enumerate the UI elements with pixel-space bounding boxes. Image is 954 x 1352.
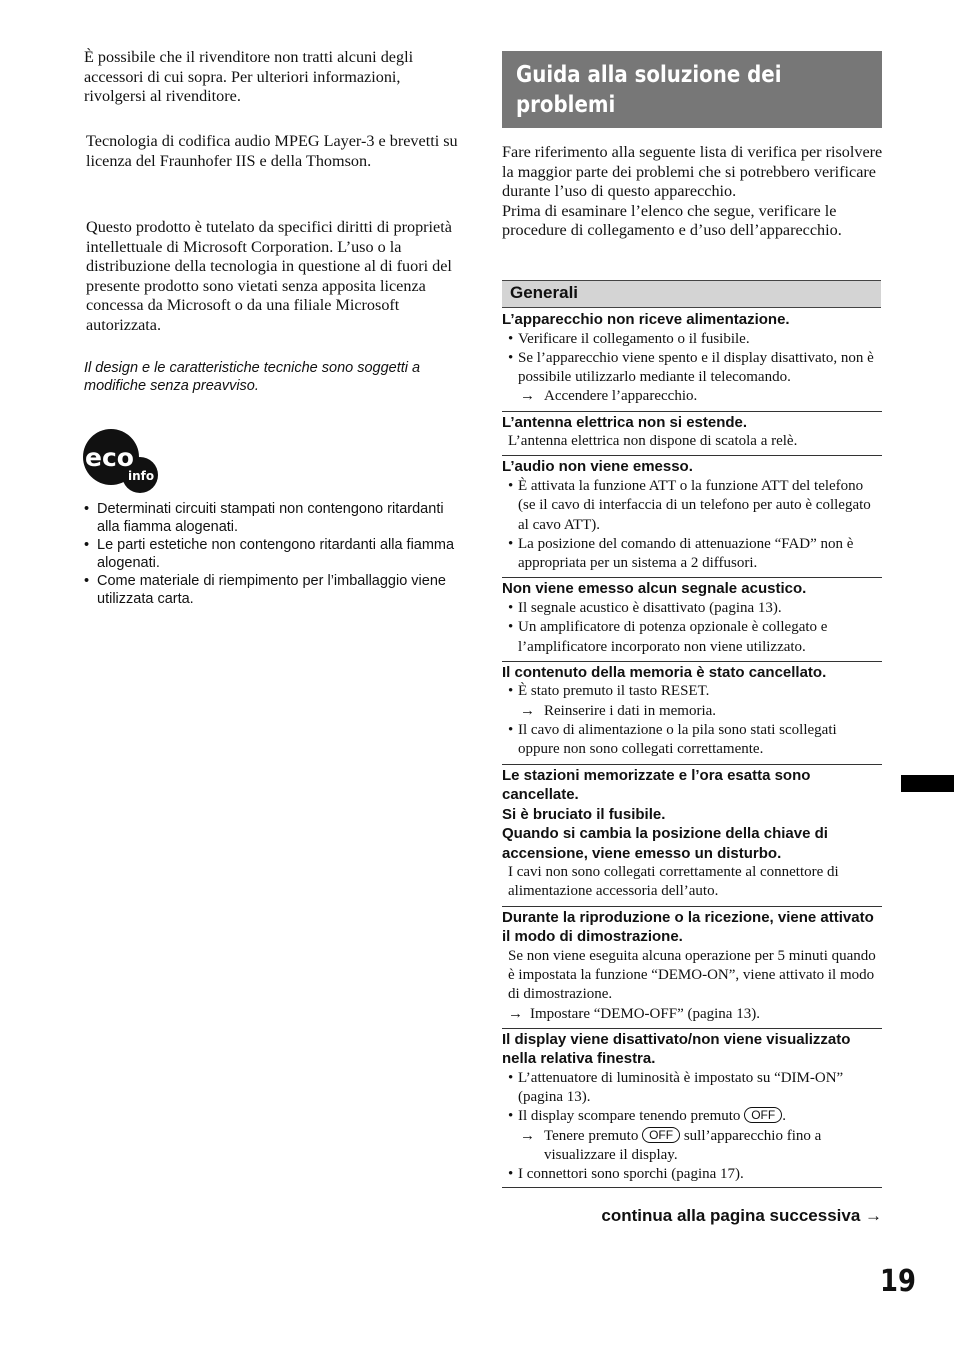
cause-text: Se non viene eseguita alcuna operazione per 5 minuti quando è impostata la funzione “DEMO-ON”, viene attivato il modo di dimostrazione. <box>508 947 876 1003</box>
problem-heading: Non viene emesso alcun segnale acustico. <box>502 580 807 598</box>
section-title: Guida alla soluzione dei problemi <box>516 62 782 118</box>
arrow-icon: → <box>520 388 535 405</box>
cause-bullet: • I connettori sono sporchi (pagina 17). <box>502 1165 882 1184</box>
problem-heading: L’apparecchio non riceve alimentazione. <box>502 311 790 328</box>
generali-label: Generali <box>510 283 579 302</box>
problem-item <box>502 764 882 902</box>
intro-text <box>502 143 884 241</box>
problem-heading: Quando si cambia la posizione della chiave di accensione, viene emesso un disturbo. <box>502 825 828 862</box>
eco-bullet: • Determinati circuiti stampati non contengono ritardanti alla fiamma alogenati. <box>84 500 464 536</box>
cause-bullet: • La posizione del comando di attenuazione “FAD” non è appropriata per un sistema a 2 diffusori. <box>502 535 882 574</box>
accessories-note: È possibile che il rivenditore non tratti alcuni degli accessori di cui sopra. Per ulteriori informazioni, rivolgersi al rivenditore. <box>84 48 414 105</box>
problem-item <box>502 309 882 407</box>
eco-bullet: • Le parti estetiche non contengono ritardanti alla fiamma alogenati. <box>84 536 464 572</box>
cause-text: L’antenna elettrica non dispone di scatola a relè. <box>508 433 798 450</box>
problem-item <box>502 577 882 656</box>
intro-paragraph: Prima di esaminare l’elenco che segue, verificare le procedure di collegamento e d’uso dell’apparecchio. <box>502 201 842 239</box>
eco-logo-sub: info <box>128 469 155 483</box>
intro-paragraph: Fare riferimento alla seguente lista di verifica per risolvere la maggior parte dei problemi che si potrebbero verificare durante l’uso di questo apparecchio. <box>502 143 883 200</box>
cause-bullet: • Verificare il collegamento o il fusibile. <box>502 330 882 349</box>
problem-heading: L’audio non viene emesso. <box>502 458 693 476</box>
problem-heading: Il contenuto della memoria è stato cancellato. <box>502 663 827 681</box>
problem-heading: Il display viene disattivato/non viene visualizzato nella relativa finestra. <box>502 1030 851 1068</box>
remedy-line: → Tenere premuto OFF sull’apparecchio fino a visualizzare il display. <box>520 1127 822 1164</box>
problem-heading: Durante la riproduzione o la ricezione, viene attivato il modo di dimostrazione. <box>502 908 874 946</box>
off-button-icon: OFF <box>744 1107 782 1123</box>
eco-logo-main: eco <box>85 443 134 472</box>
off-button-icon: OFF <box>642 1127 680 1143</box>
problem-heading: Le stazioni memorizzate e l’ora esatta sono cancellate. <box>502 766 811 804</box>
section-title-box <box>502 51 882 128</box>
remedy-line: → Impostare “DEMO-OFF” (pagina 13). <box>502 1005 882 1024</box>
arrow-icon: → <box>520 1127 535 1144</box>
continue-next-page: continua alla pagina successiva → <box>601 1206 882 1225</box>
eco-bullet-list <box>84 500 464 608</box>
problem-heading: L’antenna elettrica non si estende. <box>502 413 748 431</box>
remedy-line: → Reinserire i dati in memoria. <box>502 702 882 721</box>
cause-bullet: • Un amplificatore di potenza opzionale è collegato e l’amplificatore incorporato non viene utilizzato. <box>502 618 882 657</box>
cause-bullet: • L’attenuatore di luminosità è impostato su “DIM-ON” (pagina 13). <box>502 1069 882 1108</box>
page-number: 19 <box>880 1264 916 1299</box>
generali-header <box>502 280 881 308</box>
cause-bullet: • Se l’apparecchio viene spento e il display disattivato, non è possibile utilizzarlo mediante il telecomando. <box>502 349 882 388</box>
problem-heading: Si è bruciato il fusibile. <box>502 805 666 823</box>
problem-item <box>502 906 882 1024</box>
problem-item <box>502 661 882 760</box>
arrow-icon: → <box>508 1005 523 1022</box>
problem-item <box>502 411 882 452</box>
arrow-icon: → <box>520 702 535 719</box>
cause-text: I cavi non sono collegati correttamente al connettore di alimentazione accessoria dell’auto. <box>508 864 839 900</box>
cause-bullet: • Il segnale acustico è disattivato (pagina 13). <box>502 599 882 618</box>
cause-bullet: • È attivata la funzione ATT o la funzione ATT del telefono (se il cavo di interfaccia di un telefono per auto è collegato al cavo ATT). <box>502 477 882 535</box>
design-notice: Il design e le caratteristiche tecniche sono soggetti a modifiche senza preavviso. <box>84 360 421 394</box>
problem-item <box>502 455 882 573</box>
cause-bullet: • È stato premuto il tasto RESET. <box>502 682 882 701</box>
troubleshooting-list <box>502 309 882 1188</box>
eco-info-logo <box>83 428 163 494</box>
remedy-line: → Accendere l’apparecchio. <box>502 387 882 406</box>
problem-item <box>502 1028 882 1188</box>
eco-bullet: • Come materiale di riempimento per l’imballaggio viene utilizzata carta. <box>84 572 464 608</box>
cause-bullet: • Il display scompare tenendo premuto OFF . <box>502 1107 882 1126</box>
cause-bullet: • Il cavo di alimentazione o la pila sono stati scollegati oppure non sono collegati correttamente. <box>502 721 882 760</box>
section-tab-marker <box>901 775 954 792</box>
microsoft-notice: Questo prodotto è tutelato da specifici diritti di proprietà intellettuale di Microsoft Corporation. L’uso o la distribuzione della tecnologia in questione al di fuori del presente prodotto sono vietati senza apposita licenza concessa da Microsoft o da una filiale Microsoft autorizzata. <box>86 218 452 334</box>
mp3-license-note: Tecnologia di codifica audio MPEG Layer-3 e brevetti su licenza del Fraunhofer IIS e della Thomson. <box>86 132 458 170</box>
